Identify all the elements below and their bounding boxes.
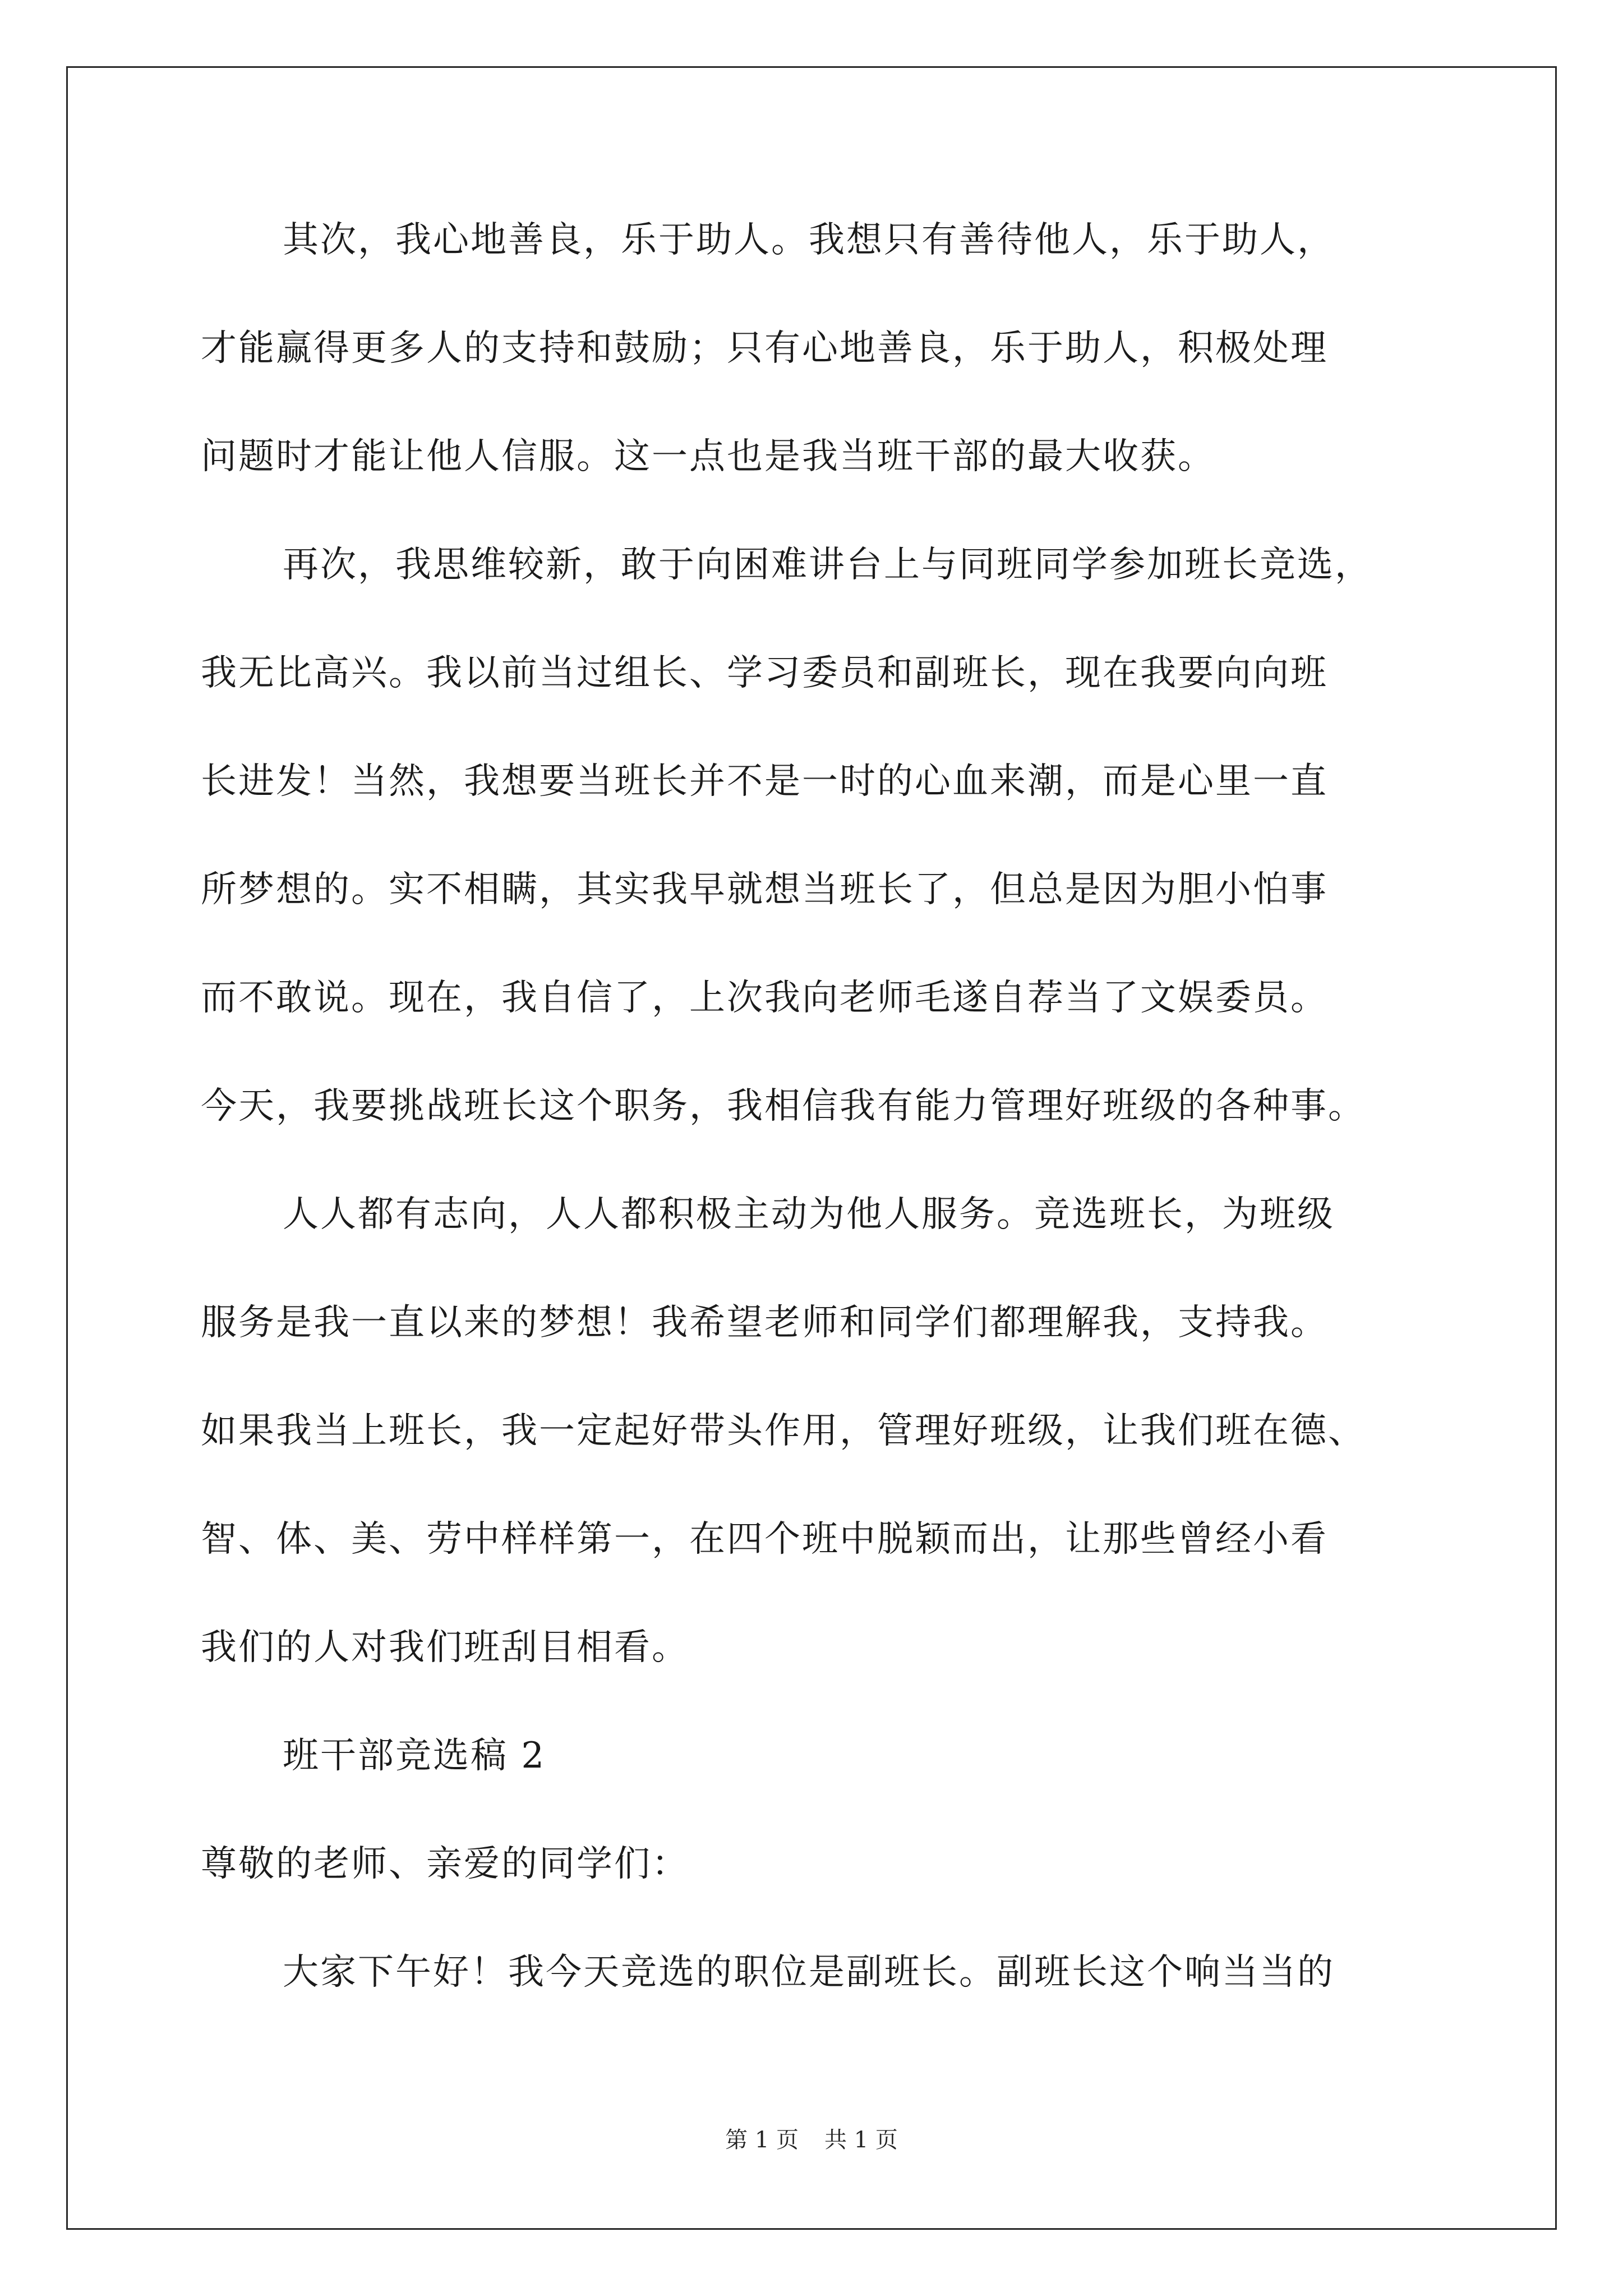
paragraph-line: 如果我当上班长，我一定起好带头作用，管理好班级，让我们班在德、 — [201, 1410, 1366, 1452]
paragraph-line: 其次，我心地善良，乐于助人。我想只有善待他人，乐于助人， — [283, 219, 1335, 261]
paragraph-line: 我们的人对我们班刮目相看。 — [201, 1627, 689, 1668]
section-title: 班干部竞选稿 2 — [283, 1735, 546, 1777]
paragraph-line: 再次，我思维较新，敢于向困难讲台上与同班同学参加班长竞选， — [283, 544, 1372, 586]
paragraph-line: 而不敢说。现在，我自信了，上次我向老师毛遂自荐当了文娱委员。 — [201, 977, 1328, 1019]
paragraph-line: 今天，我要挑战班长这个职务，我相信我有能力管理好班级的各种事。 — [201, 1085, 1366, 1127]
page-number: 第 1 页 — [725, 2127, 799, 2153]
paragraph-line: 所梦想的。实不相瞒，其实我早就想当班长了，但总是因为胆小怕事 — [201, 869, 1328, 910]
page-border — [66, 66, 1557, 2230]
paragraph-line: 服务是我一直以来的梦想！我希望老师和同学们都理解我，支持我。 — [201, 1302, 1328, 1343]
paragraph-line: 问题时才能让他人信服。这一点也是我当班干部的最大收获。 — [201, 436, 1215, 477]
salutation: 尊敬的老师、亲爱的同学们： — [201, 1843, 689, 1885]
paragraph-line: 智、体、美、劳中样样第一，在四个班中脱颖而出，让那些曾经小看 — [201, 1519, 1328, 1560]
page-total: 共 1 页 — [824, 2127, 898, 2153]
paragraph-line: 我无比高兴。我以前当过组长、学习委员和副班长，现在我要向向班 — [201, 652, 1328, 694]
paragraph-line: 大家下午好！我今天竞选的职位是副班长。副班长这个响当当的 — [283, 1952, 1335, 1993]
paragraph-line: 人人都有志向，人人都积极主动为他人服务。竞选班长，为班级 — [283, 1194, 1335, 1235]
paragraph-line: 才能赢得更多人的支持和鼓励；只有心地善良，乐于助人，积极处理 — [201, 328, 1328, 369]
page-footer — [0, 2126, 1623, 2154]
paragraph-line: 长进发！当然，我想要当班长并不是一时的心血来潮，而是心里一直 — [201, 761, 1328, 802]
